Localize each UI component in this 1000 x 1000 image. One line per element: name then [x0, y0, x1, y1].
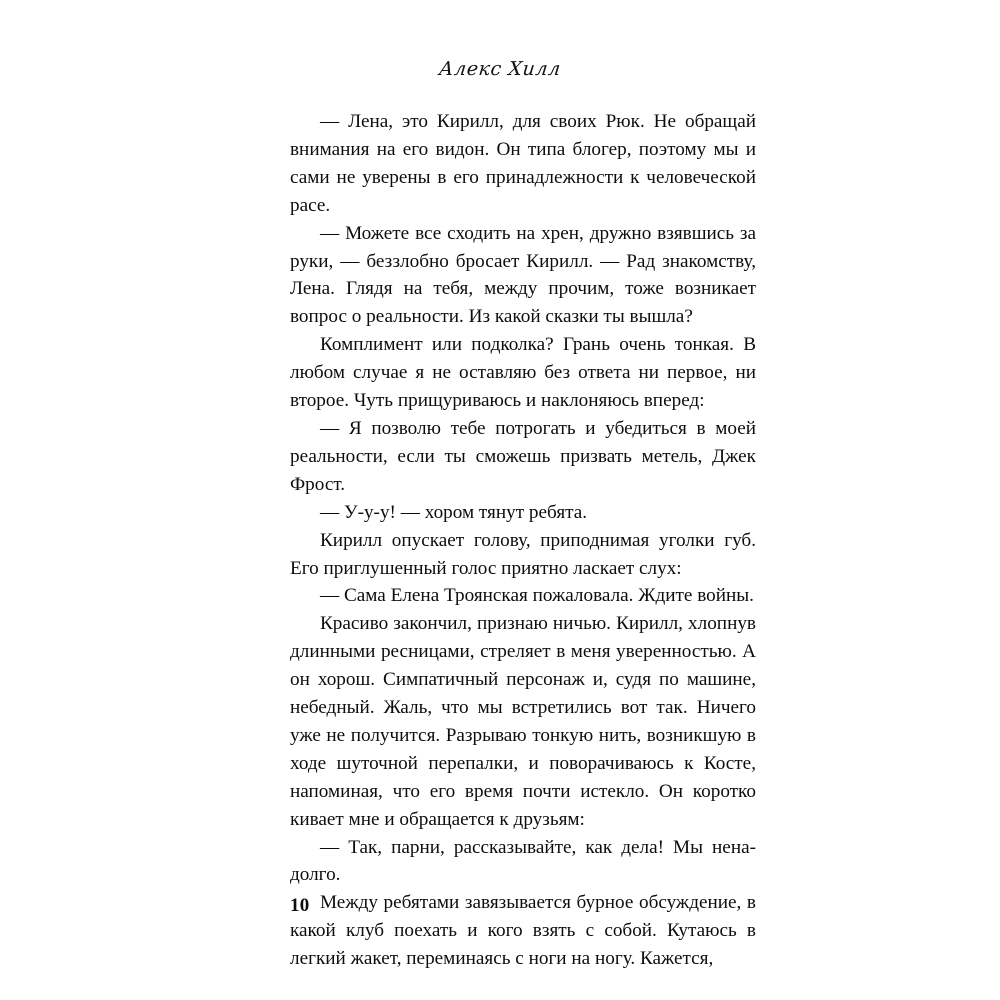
paragraph: Между ребятами завязывается бурное обсуждение, в какой клуб поехать и кого взять с собой. Кутаюсь в легкий жакет, переминаясь с ноги на ногу. Кажется, — [290, 892, 756, 970]
paragraph: Комплимент или подколка? Грань очень тонкая. В любом случае я не оставляю без ответа ни первое, ни второе. Чуть прищуриваюсь и наклоняюсь вперед: — [290, 334, 756, 412]
paragraph: — Так, парни, рассказывайте, как дела! Мы ненадолго. — [290, 836, 756, 886]
paragraph: Кирилл опускает голову, приподнимая уголки губ. Его приглушенный голос приятно ласкает слух: — [290, 529, 756, 579]
page-number: 10 — [290, 895, 310, 916]
paragraph: — Можете все сходить на хрен, дружно взявшись за руки, — беззлобно бросает Кирилл. — Рад знакомству, Лена. Глядя на тебя, между прочим, тоже возникает вопрос о реальности. Из какой сказки ты вышла? — [290, 222, 756, 328]
body-text-block — [290, 108, 756, 973]
paragraph: — Сама Елена Троянская пожаловала. Ждите войны. — [320, 585, 754, 607]
paragraph: — Я позволю тебе потрогать и убедиться в моей реальности, если ты сможешь призвать метель, Джек Фрост. — [290, 417, 756, 495]
paragraph: — Лена, это Кирилл, для своих Рюк. Не обращай внимания на его видон. Он типа блогер, поэтому мы и сами не уверены в его принадлежности к человеческой расе. — [290, 111, 756, 216]
paragraph: — У-у-у! — хором тянут ребята. — [320, 501, 588, 523]
paragraph: Красиво закончил, признаю ничью. Кирилл, хлопнув длинными ресницами, стреляет в меня уверенностью. А он хорош. Симпатичный персонаж и, судя по машине, небедный. Жаль, что мы встретились вот так. Ничего уже не получится. Разрываю тонкую нить, возникшую в ходе шуточной перепалки, и поворачиваюсь к Косте, напоминая, что его время почти истекло. Он коротко кивает мне и обращается к друзьям: — [290, 613, 756, 830]
running-head: Алекс Хилл — [437, 58, 563, 80]
